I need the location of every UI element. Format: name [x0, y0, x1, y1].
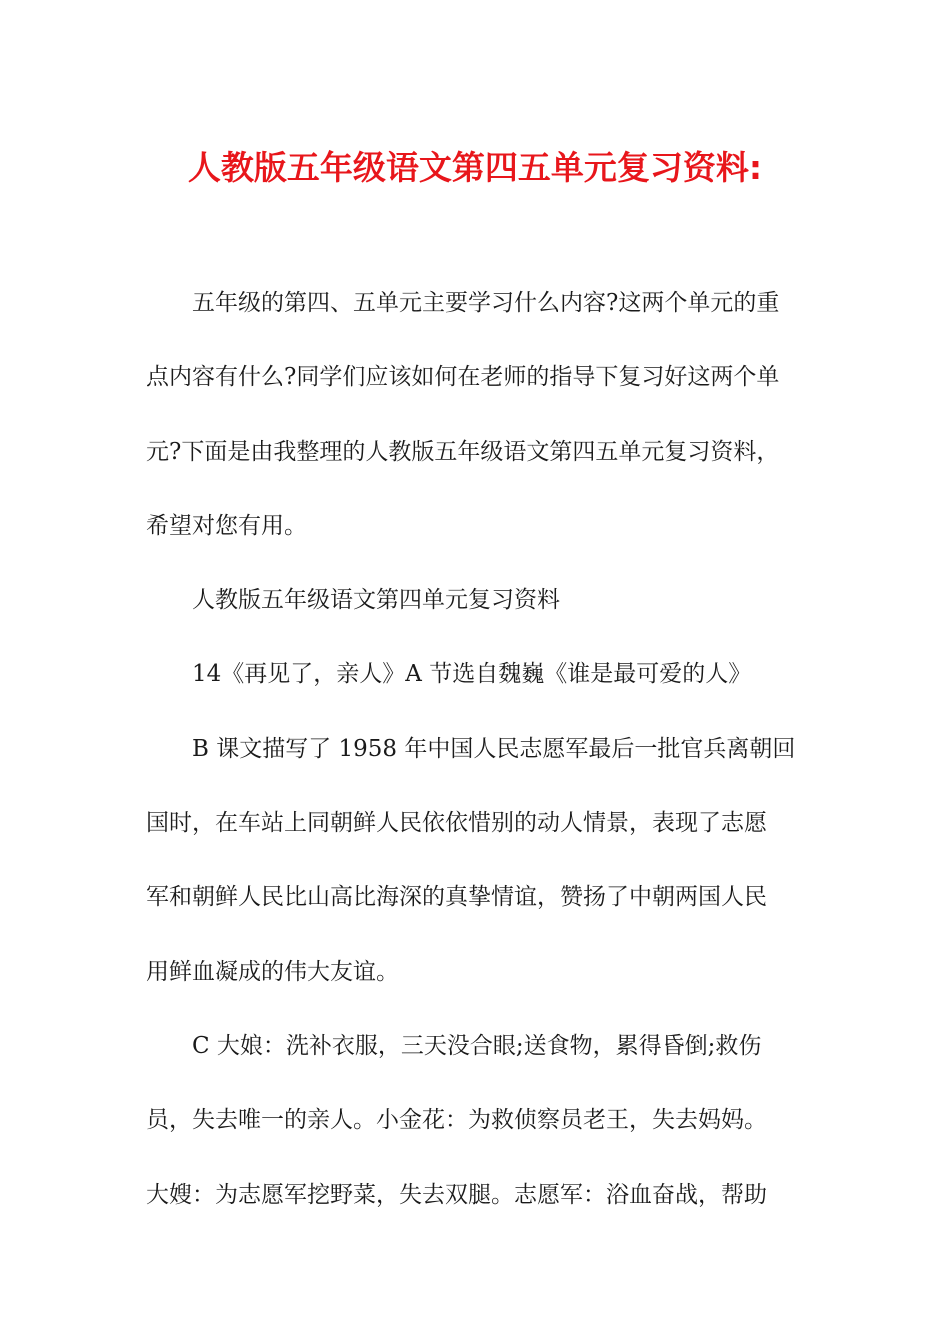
document-title: 人教版五年级语文第四五单元复习资料:: [187, 148, 763, 187]
paragraph-line: 大嫂：为志愿军挖野菜，失去双腿。志愿军：浴血奋战，帮助: [146, 1181, 767, 1208]
paragraph-line: 元?下面是由我整理的人教版五年级语文第四五单元复习资料，: [146, 438, 780, 465]
lesson-title-line: 14《再见了，亲人》A 节选自魏巍《谁是最可爱的人》: [192, 661, 752, 688]
paragraph-line: B 课文描写了 1958 年中国人民志愿军最后一批官兵离朝回: [192, 735, 796, 762]
paragraph-line: 点内容有什么?同学们应该如何在老师的指导下复习好这两个单: [146, 364, 780, 391]
paragraph-line: 员，失去唯一的亲人。小金花：为救侦察员老王，失去妈妈。: [146, 1107, 767, 1134]
paragraph-line: 用鲜血凝成的伟大友谊。: [146, 958, 399, 985]
paragraph-line: 国时，在车站上同朝鲜人民依依惜别的动人情景，表现了志愿: [146, 810, 767, 837]
paragraph-line: 希望对您有用。: [146, 512, 307, 539]
paragraph-line: 五年级的第四、五单元主要学习什么内容?这两个单元的重: [192, 290, 780, 316]
paragraph-line: C 大娘：洗补衣服，三天没合眼;送食物，累得昏倒;救伤: [192, 1032, 762, 1059]
document-body: [146, 281, 806, 1247]
paragraph-line: 军和朝鲜人民比山高比海深的真挚情谊，赞扬了中朝两国人民: [146, 884, 767, 911]
section-heading: 人教版五年级语文第四单元复习资料: [192, 587, 560, 614]
